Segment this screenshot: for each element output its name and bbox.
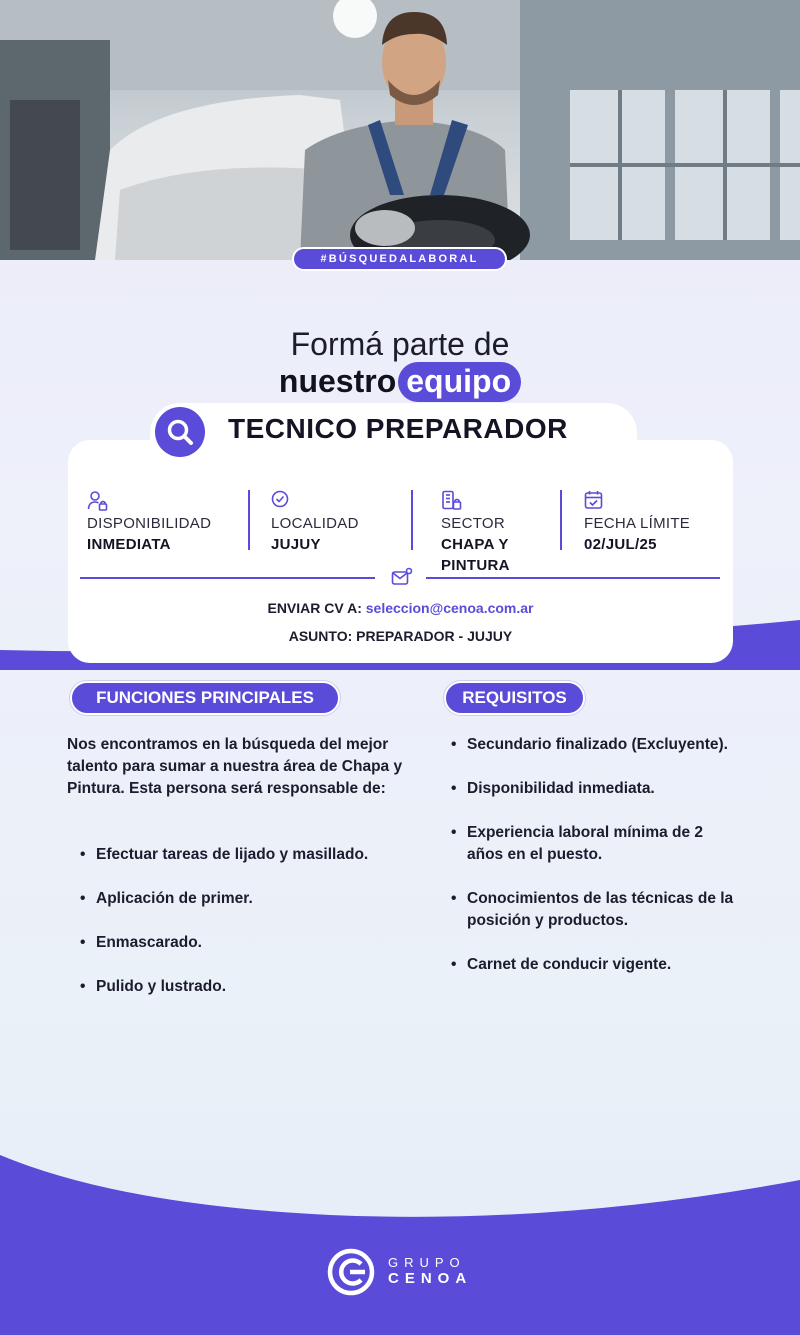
- info-value: CHAPA Y PINTURA: [441, 536, 510, 574]
- logo-line-2: CENOA: [388, 1270, 473, 1287]
- divider: [560, 490, 562, 550]
- list-item: • Experiencia laboral mínima de 2 años en el puesto.: [451, 822, 741, 866]
- job-title: TECNICO PREPARADOR: [228, 413, 568, 444]
- list-item: • Secundario finalizado (Excluyente).: [451, 734, 741, 756]
- logo-line-1: GRUPO: [388, 1255, 466, 1270]
- send-cv-label: ENVIAR CV A:: [267, 600, 362, 616]
- functions-intro: Nos encontramos en la búsqueda del mejor talento para sumar a nuestra área de Chapa y Pintura. Esta persona será responsable de:: [67, 736, 403, 797]
- info-sector: [441, 490, 551, 576]
- info-location: [271, 490, 406, 555]
- info-value: 02/JUL/25: [584, 536, 657, 553]
- search-icon: [155, 407, 205, 457]
- headline-line-1: Formá parte de: [290, 326, 510, 362]
- info-label: FECHA LÍMITE: [584, 515, 691, 532]
- info-value: JUJUY: [271, 536, 321, 553]
- mechanic-photo-illustration: [0, 0, 800, 260]
- list-item: • Enmascarado.: [80, 932, 400, 954]
- logo-text: [388, 1256, 472, 1288]
- mail-icon: [391, 567, 413, 594]
- contact-email-link[interactable]: seleccion@cenoa.com.ar: [365, 600, 534, 616]
- footer-wave: [0, 1145, 800, 1335]
- requirements-title: REQUISITOS: [444, 681, 585, 715]
- person-lock-icon: [87, 490, 247, 512]
- divider: [411, 490, 413, 550]
- building-icon: [441, 490, 551, 512]
- cenoa-logo-icon: [326, 1247, 376, 1297]
- list-item: • Pulido y lustrado.: [80, 976, 400, 998]
- headline-plain-word: nuestro: [278, 363, 397, 399]
- list-item: • Aplicación de primer.: [80, 888, 400, 910]
- list-item: • Disponibilidad inmediata.: [451, 778, 741, 800]
- info-deadline: [584, 490, 724, 555]
- calendar-check-icon: [584, 490, 724, 512]
- grupo-cenoa-logo: [326, 1244, 486, 1300]
- email-subject: ASUNTO: PREPARADOR - JUJUY: [288, 628, 513, 644]
- functions-title: FUNCIONES PRINCIPALES: [70, 681, 340, 715]
- headline-pill-word: equipo: [398, 362, 521, 402]
- divider: [80, 577, 375, 579]
- list-item: • Efectuar tareas de lijado y masillado.: [80, 844, 400, 866]
- headline-line-2: [0, 362, 800, 402]
- divider: [248, 490, 250, 550]
- divider: [426, 577, 720, 579]
- check-circle-icon: [271, 490, 406, 512]
- headline: [0, 326, 800, 402]
- info-label: LOCALIDAD: [271, 515, 359, 532]
- info-value: INMEDIATA: [87, 536, 171, 553]
- hashtag-badge: #BÚSQUEDALABORAL: [292, 247, 507, 271]
- list-item: • Conocimientos de las técnicas de la posición y productos.: [451, 888, 741, 932]
- send-cv-line: [68, 600, 733, 616]
- functions-list: [80, 844, 400, 1020]
- info-label: DISPONIBILIDAD: [87, 515, 212, 532]
- info-availability: [87, 490, 247, 555]
- info-label: SECTOR: [441, 515, 506, 532]
- list-item: • Carnet de conducir vigente.: [451, 954, 741, 976]
- requirements-list: [451, 734, 741, 998]
- hero-photo: [0, 0, 800, 260]
